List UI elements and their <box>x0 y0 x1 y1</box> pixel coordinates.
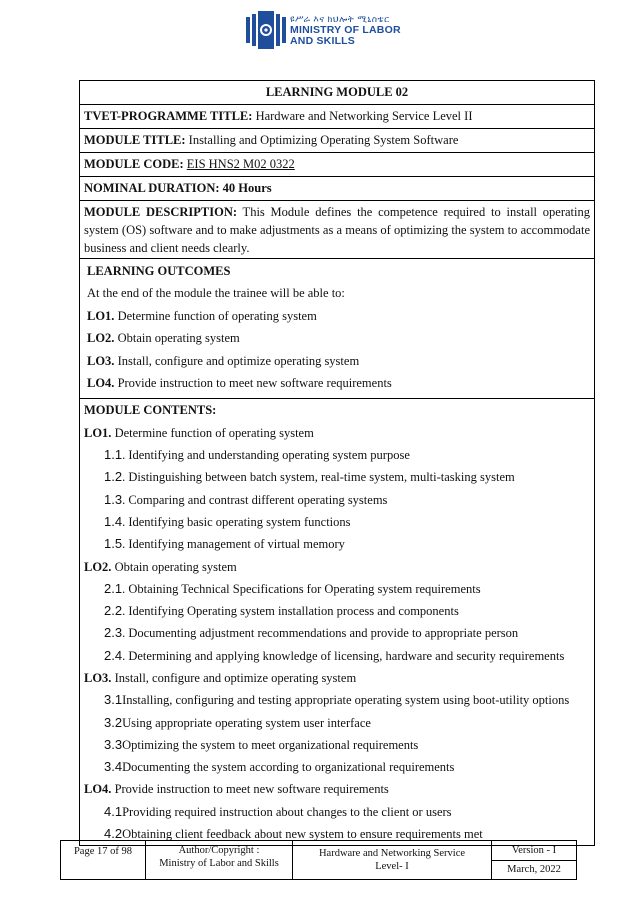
module-heading: LEARNING MODULE 02 <box>80 81 594 105</box>
nominal-duration: NOMINAL DURATION: 40 Hours <box>80 177 594 201</box>
module-description-value: This Module defines the competence required to install operating system (OS) software and to make adjustments as a means of optimizing the system to accommodate business and client needs clearly. <box>84 205 590 255</box>
module-description-row <box>80 201 594 259</box>
content-sub-item: 1.2. Distinguishing between batch system, real-time system, multi-tasking system <box>104 469 515 485</box>
programme-title-label: TVET-PROGRAMME TITLE: <box>84 109 253 123</box>
author-value: Ministry of Labor and Skills <box>159 858 279 869</box>
logo-line-1: MINISTRY OF LABOR <box>290 23 401 36</box>
version-box <box>492 841 576 879</box>
content-sub-item: 3.4Documenting the system according to organizational requirements <box>104 759 455 775</box>
module-title-row <box>80 129 594 153</box>
logo-amharic-text: ዩሥራ እና ክህሎት ሚኒስቴር <box>290 13 390 24</box>
module-description-label: MODULE DESCRIPTION: <box>84 205 238 219</box>
footer-title-line-2: Level- I <box>375 861 409 872</box>
programme-title-value: Hardware and Networking Service Level II <box>252 109 473 123</box>
content-sub-item: 1.1. Identifying and understanding operating system purpose <box>104 447 410 463</box>
outcome-item: LO2. Obtain operating system <box>87 331 240 346</box>
content-sub-item: 3.1Installing, configuring and testing appropriate operating system using boot-utility options <box>104 692 570 708</box>
author-label: Author/Copyright : <box>178 845 260 856</box>
module-code-label: MODULE CODE: <box>84 157 184 171</box>
page-number: Page 17 of 98 <box>61 841 146 879</box>
content-sub-item: 2.4. Determining and applying knowledge of licensing, hardware and security requirements <box>104 647 565 663</box>
outcome-item: LO4. Provide instruction to meet new software requirements <box>87 376 392 391</box>
module-contents-section <box>80 399 594 845</box>
content-sub-item: 4.2Obtaining client feedback about new system to ensure requirements met <box>104 826 483 842</box>
module-title-value: Installing and Optimizing Operating System Software <box>185 133 459 147</box>
content-lo3: LO3. Install, configure and optimize operating system <box>84 671 357 685</box>
content-sub-item: 2.1. Obtaining Technical Specifications for Operating system requirements <box>104 580 481 596</box>
version-label: Version - I <box>492 841 576 861</box>
outcome-item: LO3. Install, configure and optimize operating system <box>87 353 360 368</box>
ministry-logo <box>246 10 401 50</box>
learning-outcomes-section <box>80 259 594 399</box>
content-sub-item: 3.2Using appropriate operating system user interface <box>104 714 371 730</box>
module-contents-heading: MODULE CONTENTS: <box>84 403 217 418</box>
outcome-item: LO1. Determine function of operating system <box>87 308 317 323</box>
footer-title <box>293 841 492 879</box>
learning-outcomes-heading: LEARNING OUTCOMES <box>87 264 231 278</box>
ministry-emblem-icon <box>246 11 286 49</box>
programme-title-row <box>80 105 594 129</box>
content-sub-item: 1.5. Identifying management of virtual memory <box>104 536 345 552</box>
module-code-row <box>80 153 594 177</box>
content-sub-item: 4.1Providing required instruction about changes to the client or users <box>104 803 452 819</box>
content-sub-item: 3.3Optimizing the system to meet organizational requirements <box>104 736 419 752</box>
content-lo4: LO4. Provide instruction to meet new software requirements <box>84 782 389 797</box>
logo-line-2: AND SKILLS <box>290 34 355 47</box>
module-title-label: MODULE TITLE: <box>84 133 186 147</box>
content-sub-item: 1.4. Identifying basic operating system functions <box>104 513 351 529</box>
content-sub-item: 1.3. Comparing and contrast different operating systems <box>104 491 388 507</box>
version-date: March, 2022 <box>507 864 561 876</box>
module-code-value: EIS HNS2 M02 0322 <box>186 157 295 171</box>
learning-outcomes-intro: At the end of the module the trainee will be able to: <box>87 286 345 301</box>
module-table <box>79 80 595 846</box>
footer-title-line-1: Hardware and Networking Service <box>318 848 466 859</box>
author-copyright <box>146 841 293 879</box>
content-sub-item: 2.2. Identifying Operating system installation process and components <box>104 603 459 619</box>
content-lo1: LO1. Determine function of operating system <box>84 425 314 440</box>
content-sub-item: 2.3. Documenting adjustment recommendations and provide to appropriate person <box>104 625 519 641</box>
content-lo2: LO2. Obtain operating system <box>84 559 237 574</box>
page-footer <box>60 840 577 880</box>
